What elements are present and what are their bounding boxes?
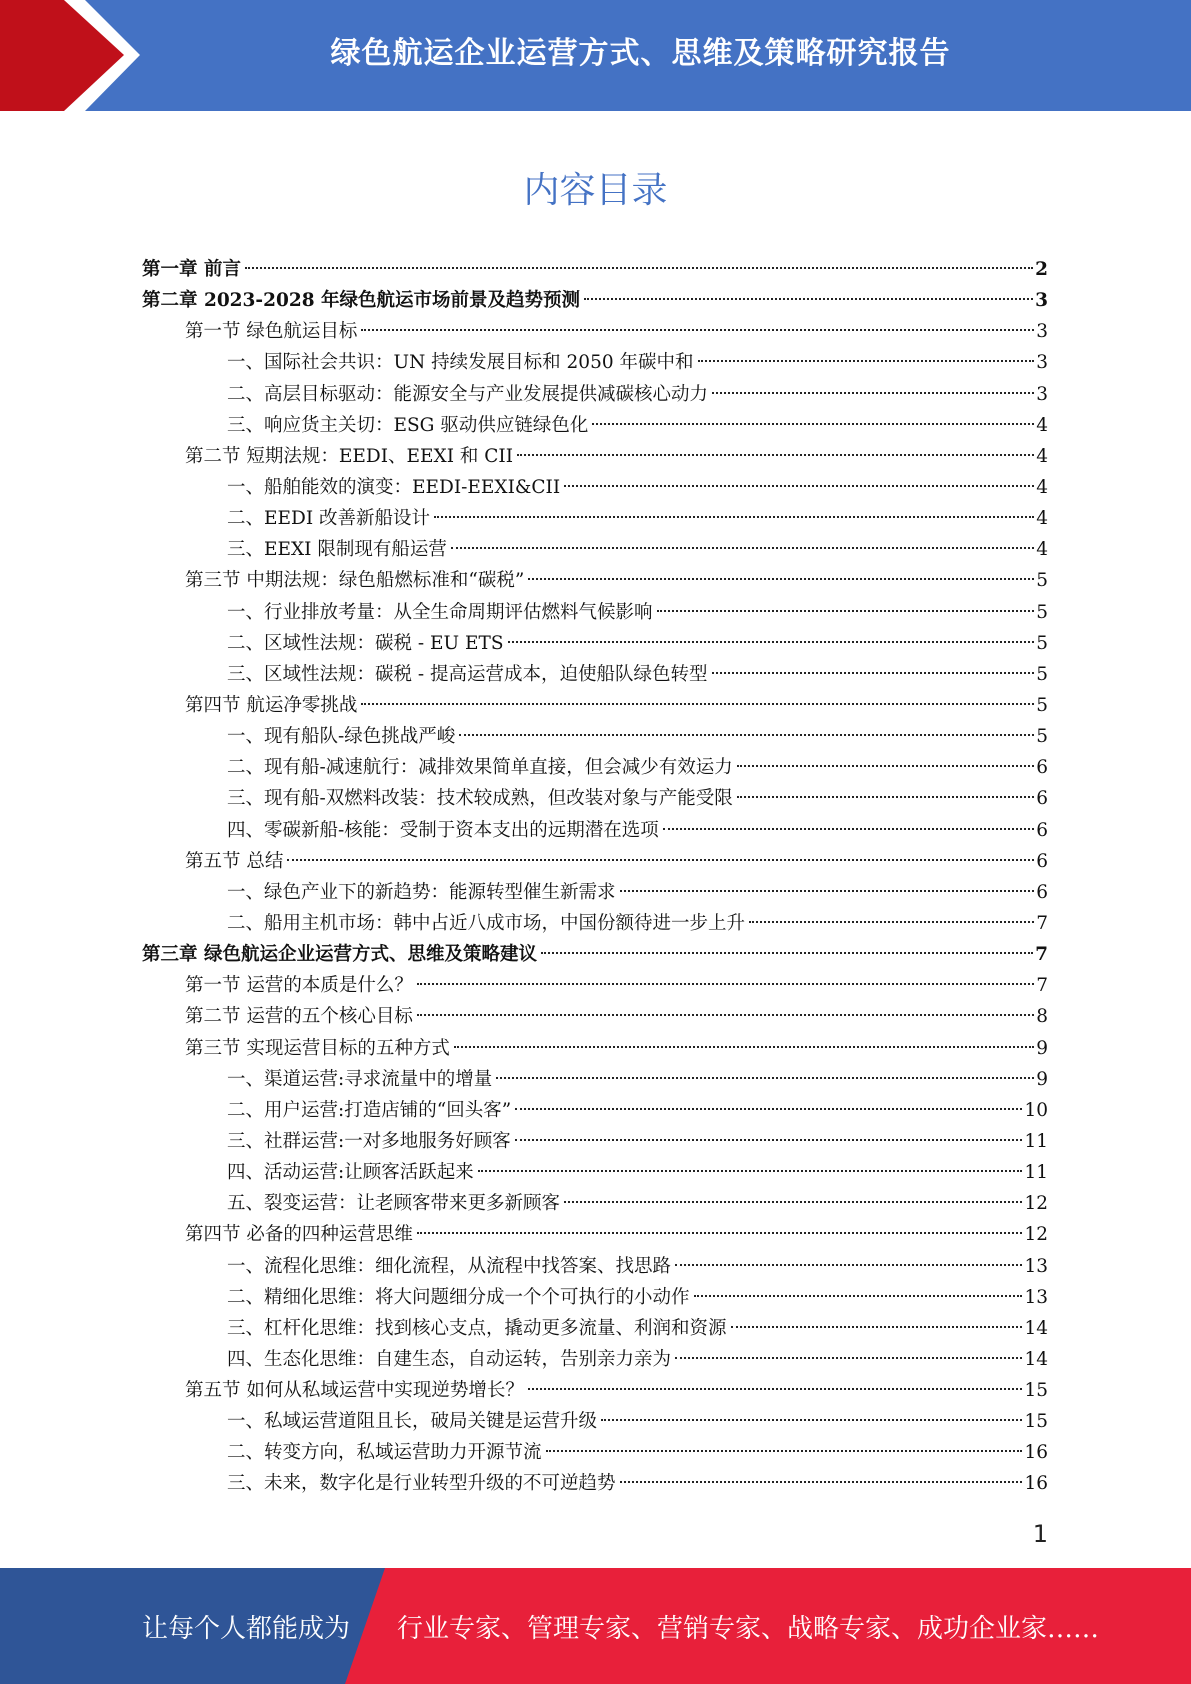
- toc-entry[interactable]: [142, 503, 1048, 534]
- footer-slogan-right: 行业专家、管理专家、营销专家、战略专家、成功企业家……: [397, 1613, 1100, 1644]
- toc-entry-page: 7: [1035, 944, 1048, 966]
- toc-dot-leader: [601, 1419, 1022, 1421]
- toc-entry-page: 5: [1036, 632, 1048, 654]
- toc-entry-title: 二、精细化思维：将大问题细分成一个个可执行的小动作: [227, 1286, 690, 1308]
- toc-entry-title: 一、国际社会共识：UN 持续发展目标和 2050 年碳中和: [227, 352, 694, 374]
- toc-entry-page: 11: [1024, 1130, 1048, 1152]
- toc-entry-page: 5: [1036, 570, 1048, 592]
- toc-entry[interactable]: [142, 970, 1048, 1001]
- toc-entry[interactable]: [142, 379, 1048, 410]
- toc-entry[interactable]: [142, 534, 1048, 565]
- toc-entry-page: 3: [1036, 352, 1048, 374]
- toc-entry-title: 第二章 2023-2028 年绿色航运市场前景及趋势预测: [142, 290, 581, 312]
- toc-dot-leader: [451, 547, 1034, 549]
- toc-entry[interactable]: [142, 597, 1048, 628]
- header-band: [0, 0, 1191, 111]
- toc-entry[interactable]: [142, 659, 1048, 690]
- toc-entry-page: 10: [1024, 1099, 1048, 1121]
- toc-entry-page: 11: [1024, 1162, 1048, 1184]
- toc-entry-title: 第二节 短期法规：EEDI、EEXI 和 CII: [185, 445, 514, 467]
- toc-dot-leader: [517, 454, 1034, 456]
- toc-dot-leader: [675, 1264, 1022, 1266]
- toc-entry-title: 一、船舶能效的演变：EEDI-EEXI&CII: [227, 476, 561, 498]
- toc-entry[interactable]: [142, 285, 1048, 316]
- toc-dot-leader: [478, 1170, 1023, 1172]
- toc-dot-leader: [361, 329, 1034, 331]
- toc-entry-title: 第一节 运营的本质是什么？: [185, 975, 413, 997]
- toc-dot-leader: [698, 360, 1035, 362]
- toc-entry-page: 4: [1036, 414, 1048, 436]
- toc-entry-page: 8: [1036, 1006, 1048, 1028]
- toc-entry-title: 一、渠道运营:寻求流量中的增量: [227, 1068, 493, 1090]
- toc-entry-title: 一、流程化思维：细化流程，从流程中找答案、找思路: [227, 1255, 672, 1277]
- toc-entry[interactable]: [142, 1344, 1048, 1375]
- toc-entry[interactable]: [142, 441, 1048, 472]
- toc-entry[interactable]: [142, 316, 1048, 347]
- toc-entry-page: 15: [1024, 1411, 1048, 1433]
- toc-entry-page: 5: [1036, 663, 1048, 685]
- toc-entry[interactable]: [142, 939, 1048, 970]
- toc-entry-title: 第三章 绿色航运企业运营方式、思维及策略建议: [142, 944, 537, 966]
- report-title: 绿色航运企业运营方式、思维及策略研究报告: [330, 36, 951, 71]
- toc-dot-leader: [417, 1232, 1023, 1234]
- toc-dot-leader: [675, 1357, 1022, 1359]
- toc-entry-title: 第五节 总结: [185, 850, 284, 872]
- toc-entry-page: 4: [1036, 476, 1048, 498]
- toc-entry-title: 三、现有船-双燃料改装：技术较成熟，但改装对象与产能受限: [227, 788, 733, 810]
- toc-entry[interactable]: [142, 1157, 1048, 1188]
- toc-dot-leader: [528, 1388, 1023, 1390]
- toc-entry[interactable]: [142, 1375, 1048, 1406]
- toc-entry-page: 4: [1036, 539, 1048, 561]
- toc-entry-page: 6: [1036, 819, 1048, 841]
- toc-entry[interactable]: [142, 1437, 1048, 1468]
- toc-entry-title: 二、区域性法规：碳税 - EU ETS: [227, 632, 504, 654]
- toc-entry-page: 14: [1024, 1317, 1048, 1339]
- toc-dot-leader: [584, 298, 1033, 300]
- toc-dot-leader: [731, 1326, 1023, 1328]
- toc-entry-title: 五、裂变运营：让老顾客带来更多新顾客: [227, 1193, 561, 1215]
- toc-entry-title: 第三节 中期法规：绿色船燃标准和“碳税”: [185, 570, 525, 592]
- toc-dot-leader: [528, 578, 1034, 580]
- toc-entry-page: 6: [1036, 881, 1048, 903]
- toc-dot-leader: [515, 1139, 1023, 1141]
- toc-dot-leader: [749, 921, 1034, 923]
- toc-entry-page: 12: [1024, 1224, 1048, 1246]
- toc-entry-page: 5: [1036, 694, 1048, 716]
- toc-entry[interactable]: [142, 1188, 1048, 1219]
- toc-entry-title: 一、私域运营道阻且长，破局关键是运营升级: [227, 1411, 598, 1433]
- toc-dot-leader: [417, 983, 1034, 985]
- toc-dot-leader: [694, 1295, 1023, 1297]
- toc-entry[interactable]: [142, 1095, 1048, 1126]
- toc-dot-leader: [417, 1014, 1034, 1016]
- toc-entry[interactable]: [142, 1064, 1048, 1095]
- toc-entry-page: 5: [1036, 726, 1048, 748]
- toc-entry-page: 2: [1035, 259, 1048, 280]
- toc-heading: 内容目录: [523, 170, 668, 211]
- toc-entry-page: 3: [1035, 290, 1048, 312]
- toc-entry[interactable]: [142, 783, 1048, 814]
- toc-entry-title: 一、绿色产业下的新趋势：能源转型催生新需求: [227, 881, 616, 903]
- toc-entry-title: 一、行业排放考量：从全生命周期评估燃料气候影响: [227, 601, 653, 623]
- toc-entry-title: 二、用户运营:打造店铺的“回头客”: [227, 1099, 512, 1121]
- toc-entry[interactable]: [142, 908, 1048, 939]
- toc-entry[interactable]: [142, 1001, 1048, 1032]
- toc-entry-title: 二、船用主机市场：韩中占近八成市场，中国份额待进一步上升: [227, 912, 746, 934]
- toc-dot-leader: [712, 392, 1034, 394]
- toc-dot-leader: [459, 734, 1034, 736]
- toc-entry-page: 14: [1024, 1348, 1048, 1370]
- toc-entry-page: 9: [1036, 1068, 1048, 1090]
- toc-entry-page: 4: [1036, 445, 1048, 467]
- toc-entry-page: 15: [1024, 1380, 1048, 1402]
- toc-entry[interactable]: [142, 410, 1048, 441]
- toc-entry-title: 第一章 前言: [142, 259, 241, 280]
- toc-entry-title: 第四节 必备的四种运营思维: [185, 1224, 413, 1246]
- toc-entry-title: 三、未来，数字化是行业转型升级的不可逆趋势: [227, 1473, 616, 1495]
- toc-dot-leader: [663, 828, 1034, 830]
- toc-dot-leader: [564, 1201, 1022, 1203]
- toc-entry-page: 16: [1024, 1442, 1048, 1464]
- toc-dot-leader: [564, 485, 1034, 487]
- toc-dot-leader: [541, 952, 1033, 954]
- toc-dot-leader: [508, 641, 1035, 643]
- toc-entry-title: 三、社群运营:一对多地服务好顾客: [227, 1130, 511, 1152]
- toc-dot-leader: [546, 1450, 1023, 1452]
- toc-entry[interactable]: [142, 846, 1048, 877]
- toc-entry[interactable]: [142, 690, 1048, 721]
- toc-entry[interactable]: [142, 1126, 1048, 1157]
- toc-entry-title: 第三节 实现运营目标的五种方式: [185, 1037, 450, 1059]
- toc-entry-title: 第五节 如何从私域运营中实现逆势增长？: [185, 1380, 524, 1402]
- toc-entry[interactable]: [142, 1251, 1048, 1282]
- toc-entry-page: 3: [1036, 321, 1048, 343]
- toc-entry[interactable]: [142, 815, 1048, 846]
- toc-entry-title: 三、EEXI 限制现有船运营: [227, 539, 447, 561]
- toc-entry-title: 三、区域性法规：碳税 - 提高运营成本，迫使船队绿色转型: [227, 663, 708, 685]
- toc-dot-leader: [620, 890, 1035, 892]
- toc-entry[interactable]: [142, 1406, 1048, 1437]
- toc-dot-leader: [245, 267, 1033, 269]
- toc-entry[interactable]: [142, 1033, 1048, 1064]
- toc-entry-title: 二、高层目标驱动：能源安全与产业发展提供减碳核心动力: [227, 383, 709, 405]
- toc-entry-page: 4: [1036, 508, 1048, 530]
- toc-entry-page: 16: [1024, 1473, 1048, 1495]
- toc-dot-leader: [620, 1481, 1023, 1483]
- toc-entry-page: 12: [1024, 1193, 1048, 1215]
- table-of-contents: [142, 254, 1048, 1500]
- toc-dot-leader: [515, 1108, 1022, 1110]
- toc-entry[interactable]: [142, 472, 1048, 503]
- toc-entry[interactable]: [142, 254, 1048, 285]
- toc-entry-page: 6: [1036, 850, 1048, 872]
- page-number: 1: [1032, 1520, 1048, 1548]
- toc-dot-leader: [496, 1077, 1034, 1079]
- toc-entry-title: 一、现有船队-绿色挑战严峻: [227, 726, 456, 748]
- chevron-arrow-icon: [0, 0, 160, 111]
- toc-entry-title: 二、现有船-减速航行：减排效果简单直接，但会减少有效运力: [227, 757, 733, 779]
- footer-band: [0, 1568, 1191, 1684]
- toc-entry[interactable]: [142, 877, 1048, 908]
- toc-entry[interactable]: [142, 347, 1048, 378]
- toc-dot-leader: [737, 765, 1034, 767]
- toc-entry[interactable]: [142, 721, 1048, 752]
- toc-dot-leader: [712, 672, 1035, 674]
- toc-entry-title: 三、杠杆化思维：找到核心支点，撬动更多流量、利润和资源: [227, 1317, 727, 1339]
- toc-entry[interactable]: [142, 1468, 1048, 1499]
- toc-entry-title: 第二节 运营的五个核心目标: [185, 1006, 413, 1028]
- toc-entry[interactable]: [142, 565, 1048, 596]
- toc-entry-page: 6: [1036, 788, 1048, 810]
- toc-entry-title: 四、零碳新船-核能：受制于资本支出的远期潜在选项: [227, 819, 659, 841]
- toc-entry-title: 第一节 绿色航运目标: [185, 321, 358, 343]
- toc-entry-title: 三、响应货主关切：ESG 驱动供应链绿色化: [227, 414, 589, 436]
- toc-entry-page: 5: [1036, 601, 1048, 623]
- toc-entry-page: 9: [1036, 1037, 1048, 1059]
- toc-entry-page: 6: [1036, 757, 1048, 779]
- toc-entry-page: 7: [1036, 912, 1048, 934]
- toc-entry[interactable]: [142, 1219, 1048, 1250]
- toc-dot-leader: [657, 610, 1035, 612]
- toc-entry[interactable]: [142, 1282, 1048, 1313]
- toc-entry-title: 四、生态化思维：自建生态，自动运转，告别亲力亲为: [227, 1348, 672, 1370]
- toc-entry-page: 7: [1036, 975, 1048, 997]
- toc-entry-page: 13: [1024, 1255, 1048, 1277]
- toc-entry-title: 四、活动运营:让顾客活跃起来: [227, 1162, 474, 1184]
- toc-dot-leader: [737, 796, 1034, 798]
- toc-dot-leader: [592, 423, 1034, 425]
- toc-entry-title: 二、转变方向，私域运营助力开源节流: [227, 1442, 542, 1464]
- toc-entry-page: 3: [1036, 383, 1048, 405]
- footer-slogan-left: 让每个人都能成为: [142, 1613, 351, 1644]
- toc-entry-title: 第四节 航运净零挑战: [185, 694, 358, 716]
- toc-dot-leader: [361, 703, 1034, 705]
- toc-entry-title: 二、EEDI 改善新船设计: [227, 508, 431, 530]
- toc-entry[interactable]: [142, 752, 1048, 783]
- toc-entry-page: 13: [1024, 1286, 1048, 1308]
- toc-dot-leader: [434, 516, 1034, 518]
- toc-dot-leader: [287, 859, 1034, 861]
- toc-entry[interactable]: [142, 628, 1048, 659]
- toc-entry[interactable]: [142, 1313, 1048, 1344]
- toc-dot-leader: [454, 1046, 1034, 1048]
